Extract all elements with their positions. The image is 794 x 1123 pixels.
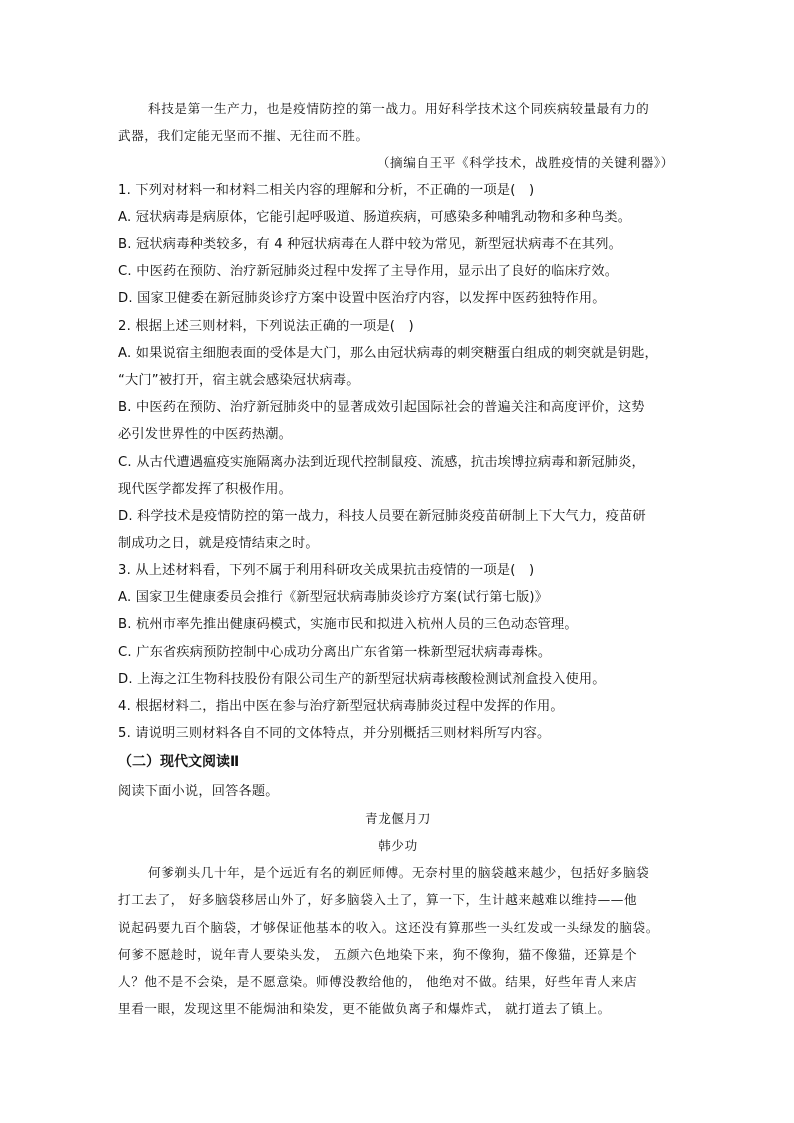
material3-source: （摘编自王平《科学技术，战胜疫情的关键利器》） — [376, 155, 674, 170]
question-1-option-b: B. 冠状病毒种类较多，有 4 种冠状病毒在人群中较为常见，新型冠状病毒不在其列。 — [118, 237, 622, 252]
question-5: 5. 请说明三则材料各自不同的文体特点，并分别概括三则材料所写内容。 — [118, 726, 551, 741]
reading-instruction: 阅读下面小说，回答各题。 — [118, 784, 279, 799]
story-paragraph-line2: 打工去了， 好多脑袋移居山外了，好多脑袋入土了，算一下，生计越来越难以维持——他 — [118, 892, 638, 907]
question-3-option-a: A. 国家卫生健康委员会推行《新型冠状病毒肺炎诊疗方案(试行第七版)》 — [118, 590, 549, 605]
material3-line1: 科技是第一生产力，也是疫情防控的第一战力。用好科学技术这个同疾病较量最有力的 — [148, 101, 650, 116]
question-4: 4. 根据材料二，指出中医在参与治疗新型冠状病毒肺炎过程中发挥的作用。 — [118, 699, 564, 714]
question-3-option-c: C. 广东省疾病预防控制中心成功分离出广东省第一株新型冠状病毒毒株。 — [118, 645, 552, 660]
question-2-option-a-line1: A. 如果说宿主细胞表面的受体是大门，那么由冠状病毒的刺突糖蛋白组成的刺突就是钥匙， — [118, 346, 658, 361]
story-paragraph-line5: 人？他不是不会染，是不愿意染。师傅没教给他的， 他绝对不做。结果，好些年青人来店 — [118, 974, 638, 989]
story-author: 韩少功 — [378, 838, 418, 853]
question-2-option-b-line2: 必引发世界性的中医药热潮。 — [118, 427, 293, 442]
question-3-option-b: B. 杭州市率先推出健康码模式，实施市民和拟进入杭州人员的三色动态管理。 — [118, 617, 578, 632]
question-1-option-d: D. 国家卫健委在新冠肺炎诊疗方案中设置中医治疗内容，以发挥中医药独特作用。 — [118, 291, 606, 306]
question-1-option-c: C. 中医药在预防、治疗新冠肺炎过程中发挥了主导作用，显示出了良好的临床疗效。 — [118, 264, 619, 279]
story-paragraph-line3: 说起码要九百个脑袋，才够保证他基本的收入。这还没有算那些一头红发或一头绿发的脑袋。 — [118, 920, 659, 935]
question-2-option-b-line1: B. 中医药在预防、治疗新冠肺炎中的显著成效引起国际社会的普遍关注和高度评价，这势 — [118, 400, 645, 415]
story-paragraph-line1: 何爹剃头几十年，是个远近有名的剃匠师傅。无奈村里的脑袋越来越少，包括好多脑袋 — [148, 865, 650, 880]
material3-line2: 武器，我们定能无坚而不摧、无往而不胜。 — [118, 128, 369, 143]
question-2-option-d-line1: D. 科学技术是疫情防控的第一战力，科技人员要在新冠肺炎疫苗研制上下大气力，疫苗研 — [118, 509, 646, 524]
story-paragraph-line4: 何爹不愿趁时，说年青人要染头发， 五颜六色地染下来，狗不像狗，猫不像猫，还算是个 — [118, 947, 638, 962]
question-1-stem: 1. 下列对材料一和材料二相关内容的理解和分析，不正确的一项是( ) — [118, 183, 535, 198]
question-2-option-c-line2: 现代医学都发挥了积极作用。 — [118, 482, 293, 497]
question-2-option-a-line2: “大门”被打开，宿主就会感染冠状病毒。 — [118, 373, 360, 388]
story-title: 青龙偃月刀 — [365, 811, 431, 826]
question-3-stem: 3. 从上述材料看，下列不属于利用科研攻关成果抗击疫情的一项是( ) — [118, 563, 535, 578]
question-2-option-d-line2: 制成功之日，就是疫情结束之时。 — [118, 536, 319, 551]
question-1-option-a: A. 冠状病毒是病原体，它能引起呼吸道、肠道疾病，可感染多种哺乳动物和多种鸟类。 — [118, 210, 632, 225]
question-3-option-d: D. 上海之江生物科技股份有限公司生产的新型冠状病毒核酸检测试剂盒投入使用。 — [118, 672, 606, 687]
question-2-stem: 2. 根据上述三则材料，下列说法正确的一项是( ) — [118, 319, 414, 334]
section-heading: （二）现代文阅读Ⅱ — [118, 754, 240, 770]
question-2-option-c-line1: C. 从古代遭遇瘟疫实施隔离办法到近现代控制鼠疫、流感，抗击埃博拉病毒和新冠肺炎， — [118, 455, 645, 470]
story-paragraph-line6: 里看一眼，发现这里不能焗油和染发，更不能做负离子和爆炸式， 就打道去了镇上。 — [118, 1001, 611, 1016]
